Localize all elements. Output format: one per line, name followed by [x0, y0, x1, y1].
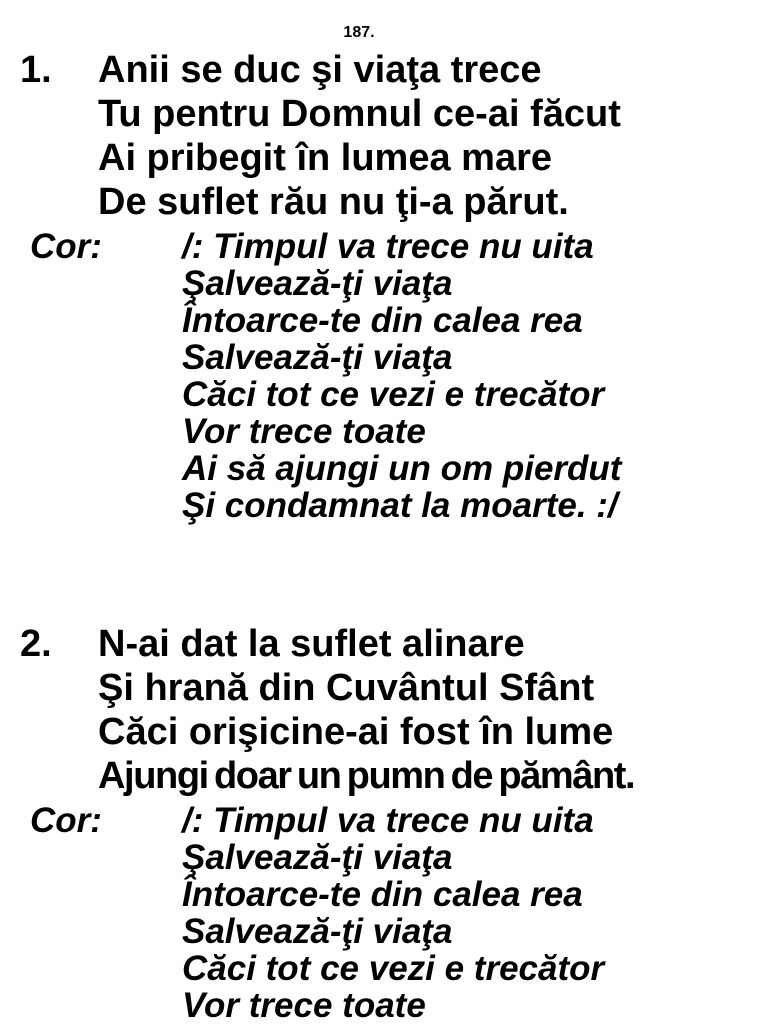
verse-line: Tu pentru Domnul ce-ai făcut	[98, 93, 621, 135]
chorus-label: Cor:	[30, 227, 102, 266]
chorus-line: Întoarce-te din calea rea	[182, 875, 583, 914]
chorus-line: Şalvează-ţi viaţa	[182, 838, 453, 877]
chorus-line: Întoarce-te din calea rea	[182, 301, 583, 340]
chorus-line: Şi condamnat la moarte. :/	[182, 486, 618, 525]
chorus-line: /: Timpul va trece nu uita	[182, 801, 594, 840]
chorus-lines	[182, 228, 621, 524]
stanza-verse-lines	[98, 48, 621, 224]
page-number: 187.	[343, 24, 375, 41]
chorus-lines	[182, 802, 604, 1024]
verse-line: Căci orişicine-ai fost în lume	[98, 711, 614, 753]
verse-line: Ai pribegit în lumea mare	[98, 137, 552, 179]
verse-line: Ajungi doar un pumn de pământ.	[98, 755, 635, 797]
chorus-line: Vor trece toate	[182, 986, 426, 1025]
verse-line: De suflet rău nu ţi-a părut.	[98, 181, 569, 223]
chorus-line: Salvează-ţi viaţa	[182, 338, 453, 377]
stanza-number: 1.	[20, 49, 52, 91]
chorus-line: Căci tot ce vezi e trecător	[182, 949, 605, 988]
chorus-line: Salvează-ţi viaţa	[182, 912, 453, 951]
chorus-line: Căci tot ce vezi e trecător	[182, 375, 605, 414]
chorus-label: Cor:	[30, 801, 102, 840]
chorus-line: Ai să ajungi un om pierdut	[182, 449, 622, 488]
stanza-number: 2.	[20, 623, 52, 665]
chorus-line: Vor trece toate	[182, 412, 426, 451]
verse-line: Anii se duc şi viaţa trece	[98, 49, 542, 91]
stanza-verse-lines	[98, 622, 634, 798]
verse-line: Şi hrană din Cuvântul Sfânt	[98, 667, 595, 709]
chorus-line: Şalvează-ţi viaţa	[182, 264, 453, 303]
verse-line: N-ai dat la suflet alinare	[98, 623, 525, 665]
chorus-line: /: Timpul va trece nu uita	[182, 227, 594, 266]
